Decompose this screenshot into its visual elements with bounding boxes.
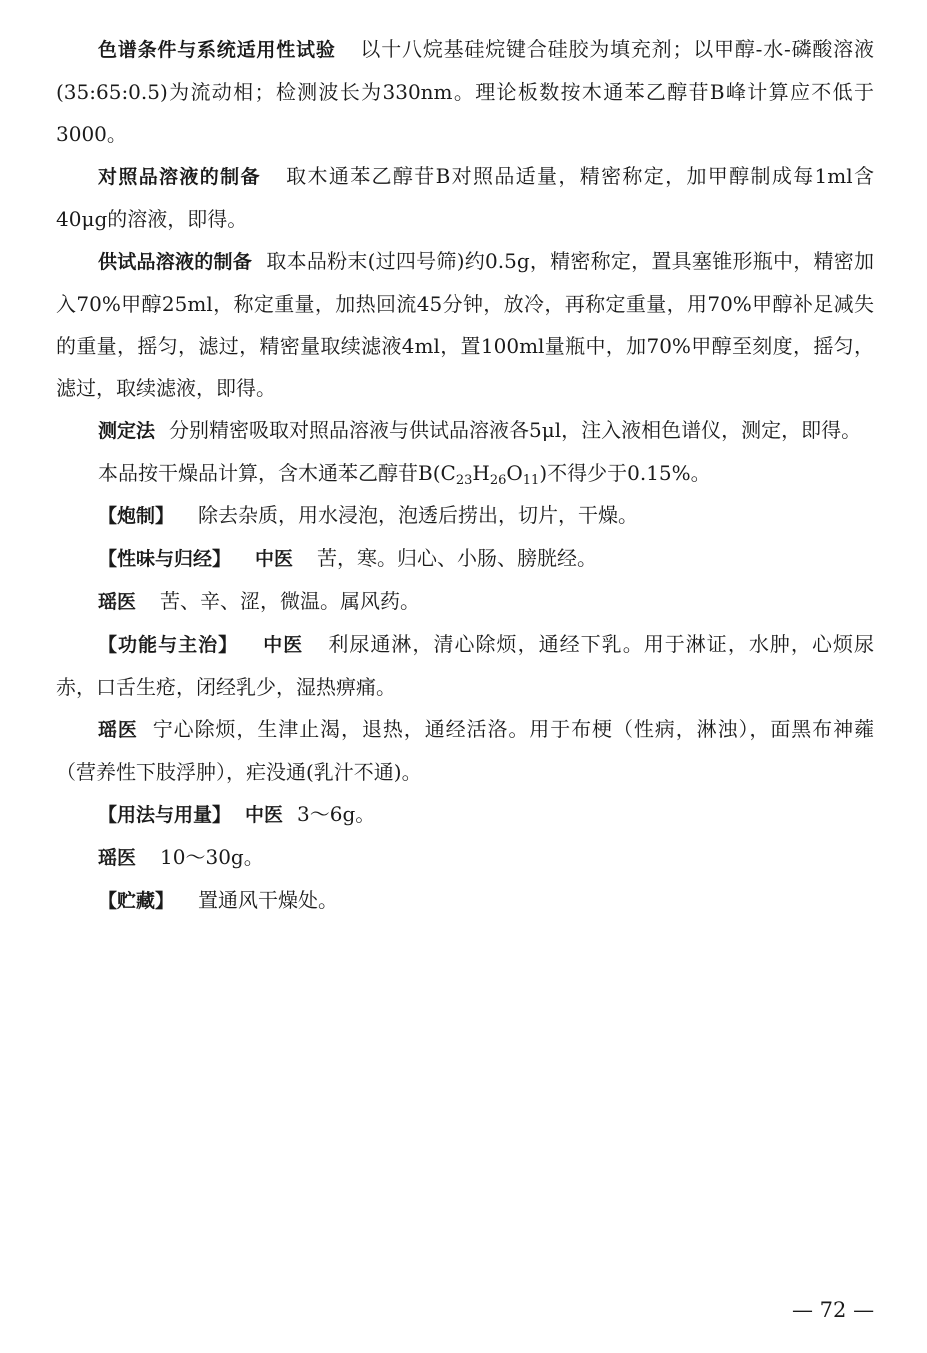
- formula-subscript: 23: [455, 473, 473, 488]
- paragraph-text: 宁心除烦，生津止渴，退热，通经活洛。用于布梗（性病，淋浊），面黑布神蕹（营养性下肢浮肿），疟没通(乳汁不通)。: [56, 717, 874, 784]
- paragraph-text: 利尿通淋，清心除烦，通经下乳。用于淋证，水肿，心烦尿赤，口舌生疮，闭经乳少，湿热痹痛。: [56, 632, 874, 699]
- section-heading: 【贮藏】: [98, 890, 175, 912]
- paragraph-processing: [56, 494, 874, 537]
- paragraph-test-solution: [56, 240, 874, 409]
- paragraph-nature-meridian: [56, 537, 874, 580]
- paragraph-text: 取本品粉末(过四号筛)约0.5g，精密称定，置具塞锥形瓶中，精密加入70%甲醇25ml，称定重量，加热回流45分钟，放冷，再称定重量，用70%甲醇补足减失的重量，摇匀，滤过，精密量取续滤液4ml，置100ml量瓶中，加70%甲醇至刻度，摇匀，滤过，取续滤液，即得。: [56, 249, 874, 400]
- formula-text-post: )不得少于0.15%。: [539, 461, 711, 485]
- section-heading: 【用法与用量】: [98, 804, 232, 826]
- paragraph-text: 3～6g。: [297, 802, 376, 826]
- formula-text: O: [506, 461, 523, 485]
- paragraph-function-tcm: [56, 623, 874, 708]
- paragraph-dosage-yao: [56, 836, 874, 879]
- subheading-yao: 瑶医: [98, 847, 137, 869]
- formula-text-pre: 本品按干燥品计算，含木通苯乙醇苷B(C: [98, 461, 456, 485]
- paragraph-text: 分别精密吸取对照品溶液与供试品溶液各5μl，注入液相色谱仪，测定，即得。: [169, 418, 862, 442]
- subheading-tcm: 中医: [245, 804, 284, 826]
- paragraph-nature-yao: [56, 580, 874, 623]
- paragraph-reference-solution: [56, 155, 874, 240]
- formula-subscript: 11: [522, 473, 540, 488]
- section-heading: 色谱条件与系统适用性试验: [98, 39, 336, 61]
- paragraph-text: 置通风干燥处。: [198, 888, 339, 912]
- section-heading: 对照品溶液的制备: [98, 166, 261, 188]
- subheading-tcm: 中医: [262, 634, 304, 656]
- paragraph-text: 苦，寒。归心、小肠、膀胱经。: [317, 546, 598, 570]
- formula-text: H: [472, 461, 490, 485]
- section-heading: 测定法: [98, 420, 156, 442]
- paragraph-dosage-tcm: [56, 793, 874, 836]
- paragraph-content-limit: [56, 452, 874, 494]
- subheading-yao: 瑶医: [98, 591, 137, 613]
- section-heading: 供试品溶液的制备: [98, 251, 253, 273]
- paragraph-text: 取木通苯乙醇苷B对照品适量，精密称定，加甲醇制成每1ml含40μg的溶液，即得。: [56, 164, 874, 231]
- document-body: [56, 28, 874, 922]
- paragraph-text: 除去杂质，用水浸泡，泡透后捞出，切片，干燥。: [198, 503, 639, 527]
- paragraph-text: 以十八烷基硅烷键合硅胶为填充剂；以甲醇-水-磷酸溶液(35:65:0.5)为流动相；检测波长为330nm。理论板数按木通苯乙醇苷B峰计算应不低于3000。: [56, 37, 874, 146]
- paragraph-determination: [56, 409, 874, 452]
- subheading-yao: 瑶医: [98, 719, 138, 741]
- section-heading: 【功能与主治】: [98, 634, 239, 656]
- page-number: — 72 —: [792, 1298, 875, 1322]
- subheading-tcm: 中医: [255, 548, 294, 570]
- paragraph-chromatographic-conditions: [56, 28, 874, 155]
- paragraph-storage: [56, 879, 874, 922]
- section-heading: 【炮制】: [98, 505, 175, 527]
- paragraph-text: 10～30g。: [160, 845, 264, 869]
- paragraph-function-yao: [56, 708, 874, 793]
- paragraph-text: 苦、辛、涩，微温。属风药。: [160, 589, 421, 613]
- formula-subscript: 26: [489, 473, 507, 488]
- section-heading: 【性味与归经】: [98, 548, 232, 570]
